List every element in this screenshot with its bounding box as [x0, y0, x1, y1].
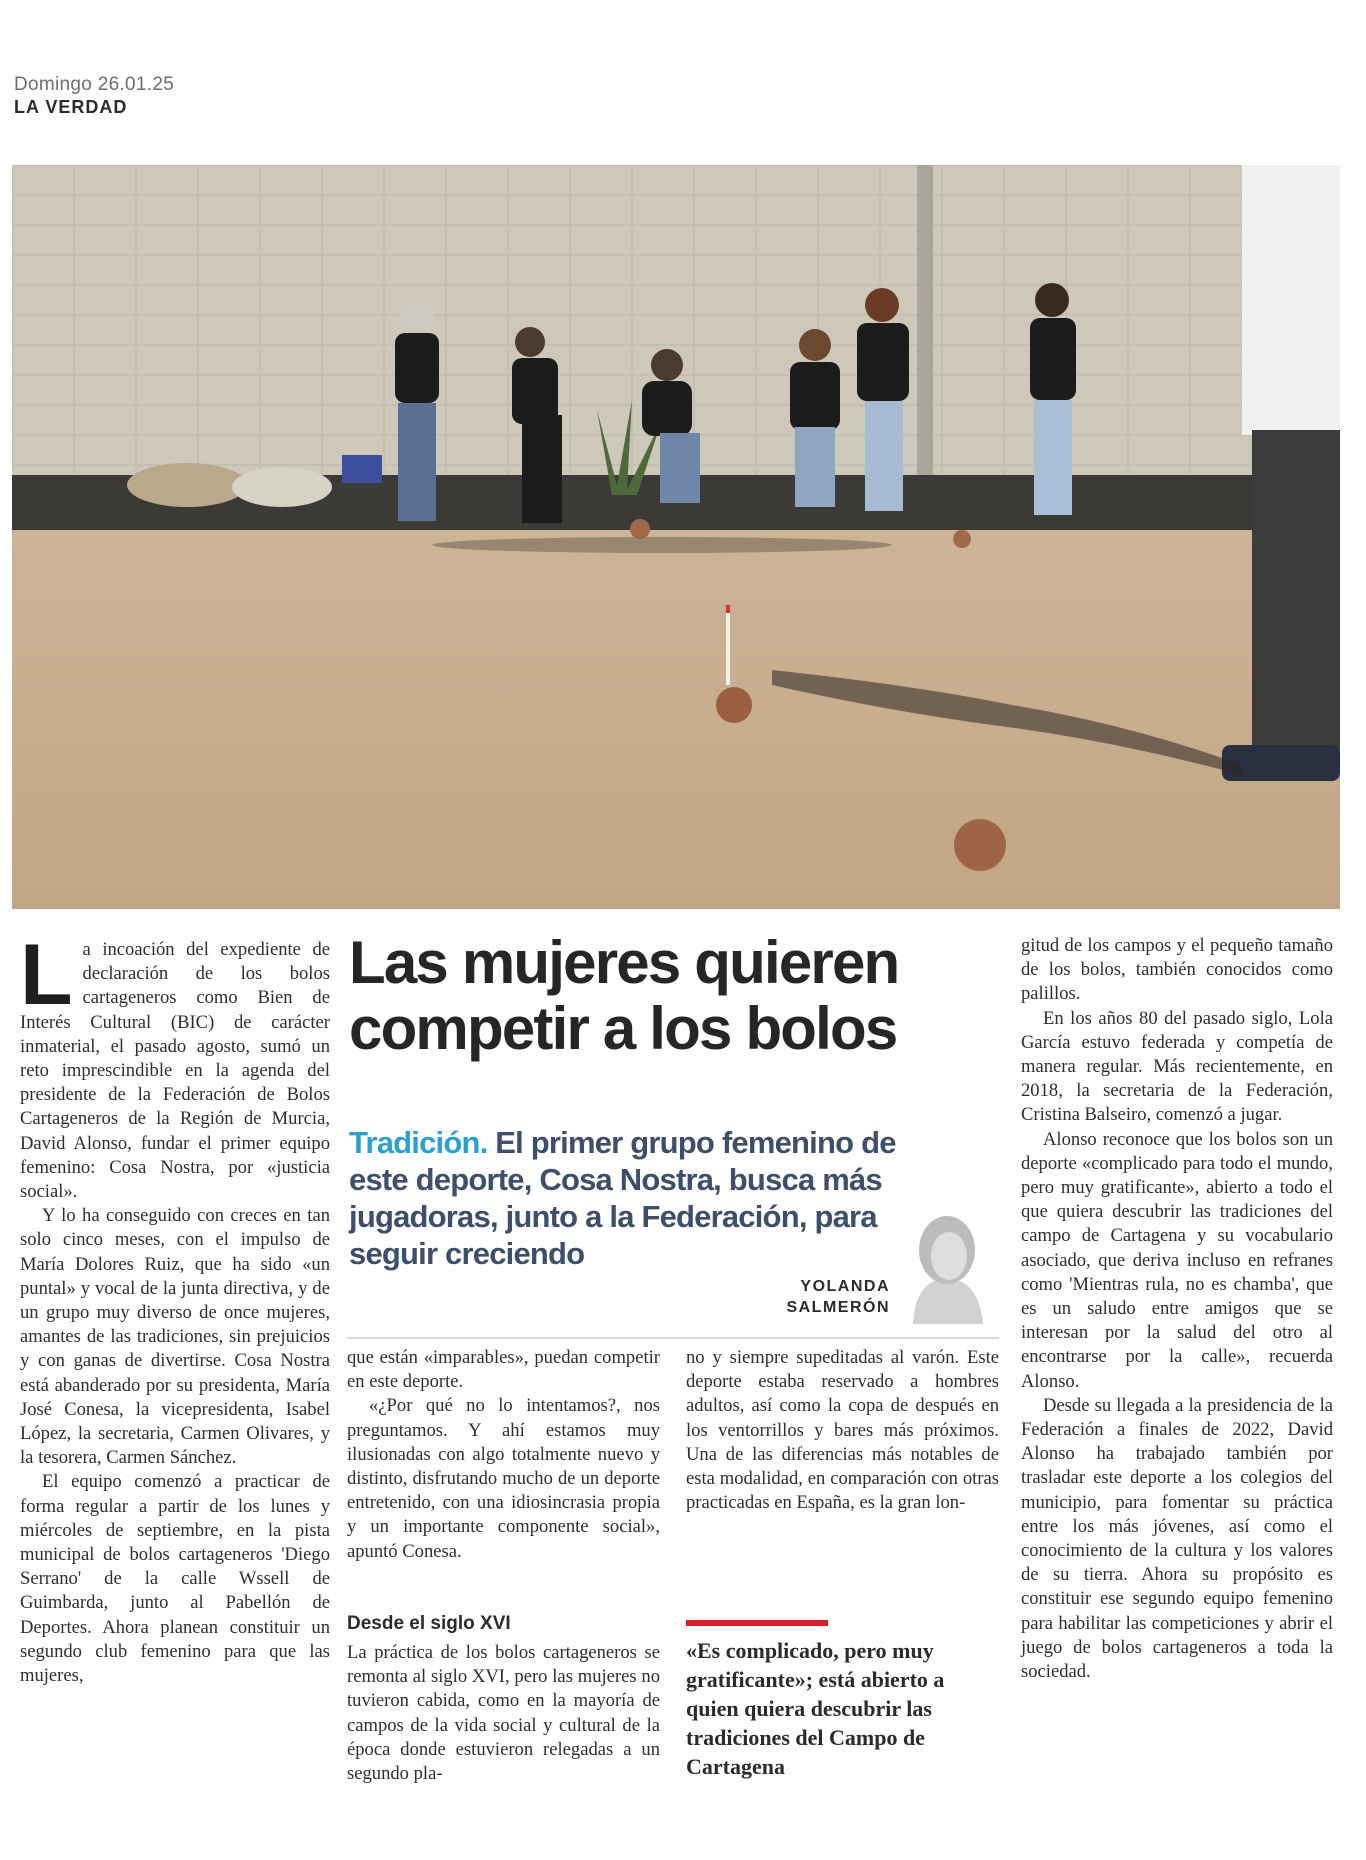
paragraph: «¿Por qué no lo intentamos?, nos preguntamos. Y ahí estamos muy ilusionadas con algo totalmente nuevo y distinto, disfrutando mucho de un deporte entretenido, con una idiosincrasia propia y un importante componente social», apuntó Conesa.	[347, 1395, 660, 1562]
page-header	[14, 74, 174, 118]
main-photo	[12, 165, 1340, 909]
article-column-2	[347, 1346, 660, 1564]
paragraph: La práctica de los bolos cartageneros se remonta al siglo XVI, pero las mujeres no tuvieron cabida, como en la mayoría de campos de la vida social y cultural de la época donde estuvieron relegadas a un segundo pla-	[347, 1642, 660, 1785]
bowling-court-scene	[12, 165, 1340, 909]
author-portrait	[893, 1200, 1001, 1324]
headline: Las mujeres quieren competir a los bolos	[349, 929, 899, 1062]
paragraph: Alonso reconoce que los bolos son un deporte «complicado para todo el mundo, pero muy gratificante», abierto a todo el que quiera descubrir las tradiciones del campo de Cartagena y su vocabulario asociado, que deriva incluso en refranes como 'Mientras rula, no es chamba', que es un saludo entre amigos que se interesan por la salud del otro al encontrarse por la calle», recuerda Alonso.	[1021, 1128, 1333, 1392]
paragraph: gitud de los campos y el pequeño tamaño de los bolos, también conocidos como palillos.	[1021, 935, 1333, 1005]
pull-quote: «Es complicado, pero muy gratificante»; está abierto a quien quiera descubrir las tradiciones del Campo de Cartagena	[686, 1638, 945, 1779]
paragraph: Desde su llegada a la presidencia de la Federación a finales de 2022, David Alonso ha trabajado también por trasladar este deporte a los colegios del municipio, para fomentar su práctica entre los más jóvenes, así como el conocimiento de la cultura y los valores de su tierra. Ahora su propósito es constituir ese segundo equipo femenino para habilitar las competiciones y abrir el juego de bolos cartageneros a toda la sociedad.	[1021, 1394, 1333, 1683]
pull-quote-bar	[686, 1620, 828, 1626]
byline	[760, 1276, 890, 1318]
paragraph: no y siempre supeditadas al varón. Este deporte estaba reservado a hombres adultos, así como la copa de después en los ventorrillos y bares más próximos. Una de las diferencias más notables de esta modalidad, en comparación con otras practicadas en España, es la gran lon-	[686, 1347, 999, 1514]
issue-date: Domingo 26.01.25	[14, 74, 175, 95]
article-column-1	[20, 927, 330, 1688]
paragraph: El equipo comenzó a practicar de forma regular a partir de los lunes y miércoles de septiembre, en la pista municipal de bolos cartageneros 'Diego Serrano' de la calle Wssell de Guimbarda, junto al Pabellón de Deportes. Ahora planean constituir un segundo club femenino para que las mujeres,	[20, 1471, 330, 1687]
article-column-3	[686, 1346, 999, 1515]
drop-cap: L	[20, 927, 73, 1023]
dek-text: El primer grupo femenino de este deporte, Cosa Nostra, busca más jugadoras, junto a la Federación, para seguir creciendo	[349, 1125, 896, 1271]
paragraph: Y lo ha conseguido con creces en tan solo cinco meses, con el impulso de María Dolores Ruiz, que ha sido «un puntal» y vocal de la junta directiva, y de un grupo muy diverso de once mujeres, amantes de las tradiciones, sin prejuicios y con ganas de divertirse. Cosa Nostra está abanderado por su presidenta, María José Conesa, la vicepresidenta, Isabel López, la secretaria, Carmen Olivares, y la tesorera, Carmen Sánchez.	[20, 1205, 330, 1469]
paragraph: En los años 80 del pasado siglo, Lola García estuvo federada y competía de manera regular. Más recientemente, en 2018, la secretaria de la Federación, Cristina Balseiro, comenzó a jugar.	[1021, 1007, 1333, 1126]
divider	[347, 1337, 999, 1339]
paragraph: a incoación del expediente de declaración de los bolos cartageneros como Bien de Interés Cultural (BIC) de carácter inmaterial, el pasado agosto, sumó un reto imprescindible en la agenda del presidente de la Federación de Bolos Cartageneros de la Región de Murcia, David Alonso, fundar el primer equipo femenino: Cosa Nostra, por «justicia social».	[20, 939, 330, 1203]
newspaper-name: LA VERDAD	[14, 97, 128, 117]
byline-last-name: SALMERÓN	[786, 1299, 890, 1316]
subheading: Desde el siglo XVI	[347, 1613, 511, 1634]
author-photo	[893, 1200, 1001, 1324]
byline-first-name: YOLANDA	[800, 1278, 890, 1295]
article-column-4	[1021, 934, 1333, 1684]
kicker: Tradición.	[349, 1125, 488, 1160]
article-column-2b	[347, 1641, 660, 1786]
paragraph: que están «imparables», puedan competir en este deporte.	[347, 1347, 660, 1393]
dek	[349, 1124, 929, 1272]
